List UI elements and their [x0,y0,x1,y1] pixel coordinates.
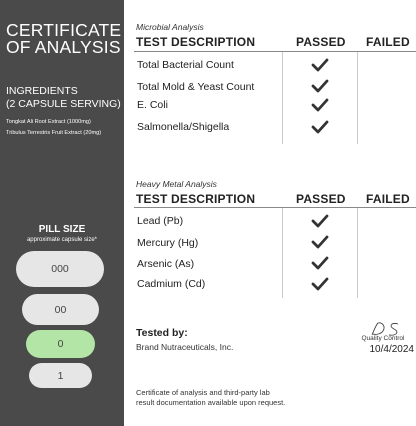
heavy-metal-analysis-subtitle: Heavy Metal Analysis [136,179,217,189]
quality-control-label: Quality Control [361,335,405,342]
check-icon [311,98,329,112]
passed-header: PASSED [296,192,346,206]
header-divider [134,51,416,52]
tested-by-company: Brand Nutraceuticals, Inc. [136,342,234,352]
column-divider [282,52,283,144]
capsule-label: 0 [57,338,64,350]
test-row-label: Salmonella/Shigella [137,121,230,133]
certificate-title: CERTIFICATE OF ANALYSIS [6,20,122,57]
main-panel [124,0,416,426]
test-row-label: Arsenic (As) [137,258,195,270]
test-row-label: Total Mold & Yeast Count [137,81,255,93]
test-row-label: Lead (Pb) [137,215,184,227]
footer-note: Certificate of analysis and third-party lab result documentation available upon request. [136,388,286,407]
test-description-header: TEST DESCRIPTION [136,35,256,49]
capsule-000 [16,251,104,287]
header-divider [134,207,416,208]
test-row-label: E. Coli [137,99,168,111]
pill-size-subtitle: approximate capsule size* [26,237,98,243]
column-divider [357,208,358,298]
check-icon [311,120,329,134]
test-date: 10/4/2024 [369,344,414,355]
ingredient-item: Tribulus Terrestris Fruit Extract (20mg) [6,130,102,136]
failed-header: FAILED [366,35,410,49]
capsule-label: 1 [57,369,64,382]
check-icon [311,79,329,93]
tested-by-label: Tested by: [136,327,188,339]
column-divider [282,208,283,298]
passed-header: PASSED [296,35,346,49]
check-icon [311,256,329,270]
check-icon [311,277,329,291]
check-icon [311,214,329,228]
check-icon [311,235,329,249]
pill-size-title: PILL SIZE [38,224,86,235]
ingredients-title: INGREDIENTS (2 CAPSULE SERVING) [6,85,121,110]
capsule-label: 00 [54,303,67,316]
capsule-label: 000 [51,263,69,275]
test-row-label: Mercury (Hg) [137,237,199,249]
microbial-analysis-subtitle: Microbial Analysis [136,22,204,32]
column-divider [357,52,358,144]
capsule-0 [26,330,95,358]
ingredient-item: Tongkat Ali Root Extract (1000mg) [6,119,91,125]
test-row-label: Total Bacterial Count [137,59,234,71]
sidebar [0,0,124,426]
capsule-1 [29,363,92,388]
test-description-header: TEST DESCRIPTION [136,192,256,206]
capsule-00 [22,294,99,325]
failed-header: FAILED [366,192,410,206]
check-icon [311,58,329,72]
test-row-label: Cadmium (Cd) [137,278,206,290]
